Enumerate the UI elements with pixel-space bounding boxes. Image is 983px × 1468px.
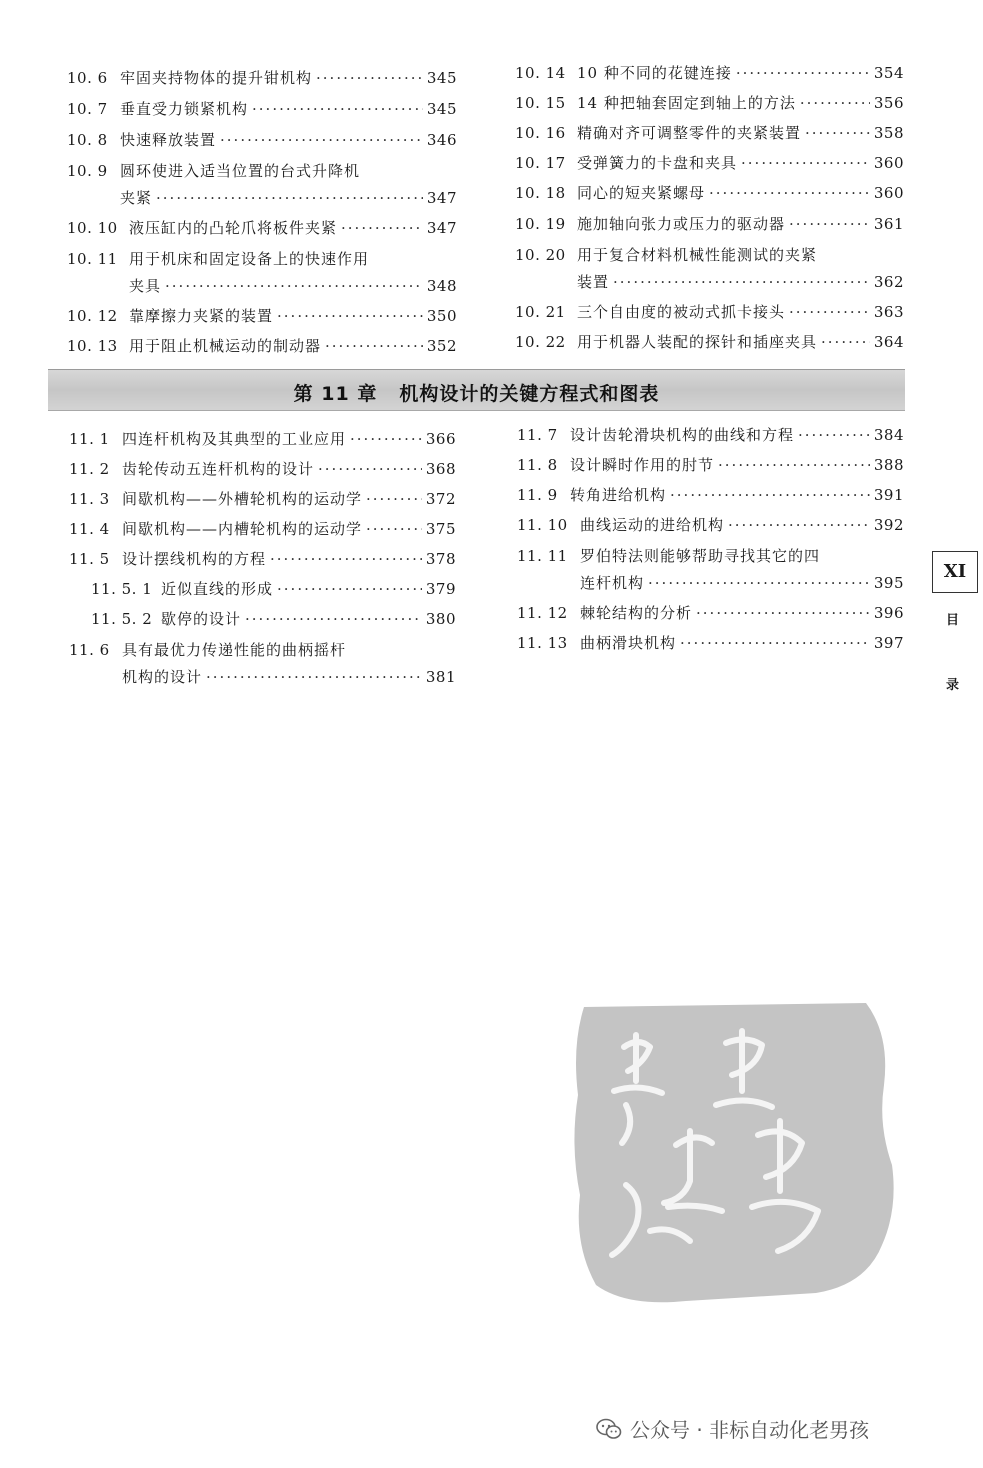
footer-text: 公众号 · 非标自动化老男孩 (630, 1418, 870, 1442)
chapter-header[interactable] (48, 369, 905, 411)
side-label-mu: 目 (946, 613, 960, 628)
chapter-label: 第 11 章 (293, 383, 378, 405)
chapter-title (48, 379, 905, 406)
chapter-tab: XI (932, 551, 978, 593)
wechat-icon (596, 1418, 622, 1440)
chapter-name: 机构设计的关键方程式和图表 (399, 383, 660, 405)
seal-stamp-icon (566, 995, 906, 1315)
side-label-lu: 录 (946, 678, 960, 693)
footer-watermark (596, 1414, 869, 1443)
